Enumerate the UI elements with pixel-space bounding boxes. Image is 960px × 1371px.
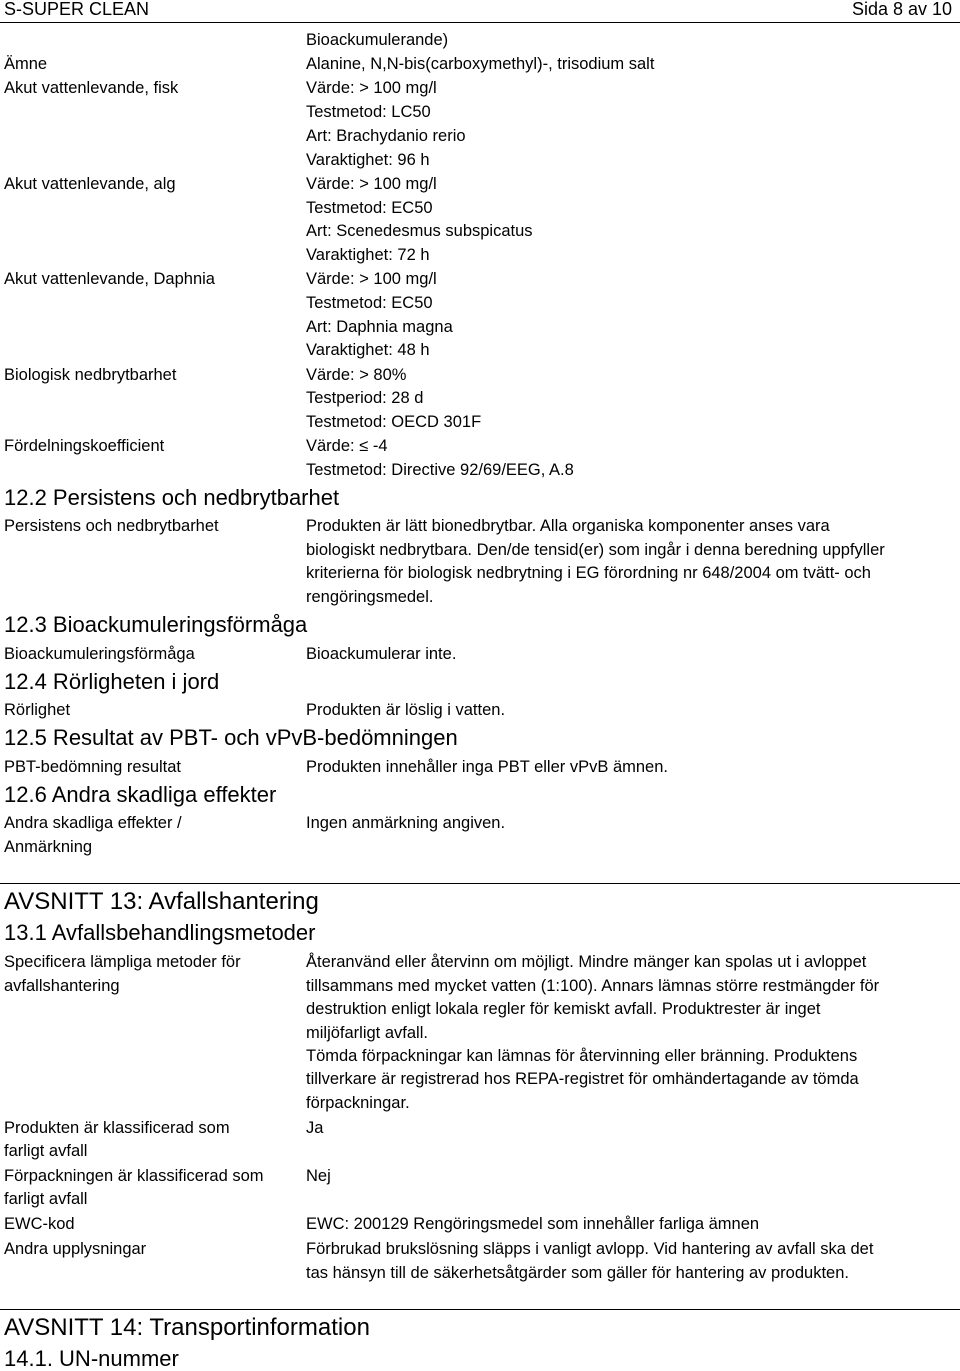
persistence-line-1: Produkten är lätt bionedbrytbar. Alla organiska komponenter anses vara — [306, 517, 830, 535]
section-14-title: AVSNITT 14: Transportinformation — [4, 1314, 370, 1341]
mobility-value: Produkten är löslig i vatten. — [306, 701, 506, 719]
package-hazard-label-1: Förpackningen är klassificerad som — [4, 1167, 264, 1185]
package-hazard-label-2: farligt avfall — [4, 1190, 88, 1208]
substance-label: Ämne — [4, 55, 48, 73]
biodeg-method: Testmetod: OECD 301F — [306, 413, 482, 431]
pbt-label: PBT-bedömning resultat — [4, 758, 182, 776]
fish-duration: Varaktighet: 96 h — [306, 151, 430, 169]
fish-species: Art: Brachydanio rerio — [306, 127, 466, 145]
persistence-line-3: kriterierna för biologisk nedbrytning i EG förordning nr 648/2004 om tvätt- och — [306, 564, 871, 582]
page-number: Sida 8 av 10 — [852, 0, 953, 19]
package-hazard-value: Nej — [306, 1167, 331, 1185]
substance-value: Alanine, N,N-bis(carboxymethyl)-, trisodium salt — [306, 55, 655, 73]
product-hazard-label-2: farligt avfall — [4, 1142, 88, 1160]
partition-label: Fördelningskoefficient — [4, 437, 165, 455]
pbt-value: Produkten innehåller inga PBT eller vPvB ämnen. — [306, 758, 668, 776]
alg-value: Värde: > 100 mg/l — [306, 175, 437, 193]
bioacc-label: Bioackumuleringsförmåga — [4, 645, 195, 663]
method-line-3: destruktion enligt lokala regler för kemiskt avfall. Produktrester är inget — [306, 1000, 821, 1018]
daphnia-method: Testmetod: EC50 — [306, 294, 433, 312]
product-hazard-value: Ja — [306, 1119, 324, 1137]
other-effects-label-2: Anmärkning — [4, 838, 93, 856]
product-hazard-label-1: Produkten är klassificerad som — [4, 1119, 230, 1137]
method-label-1: Specificera lämpliga metoder för — [4, 953, 241, 971]
other-effects-value: Ingen anmärkning angiven. — [306, 814, 506, 832]
fish-value: Värde: > 100 mg/l — [306, 79, 437, 97]
alg-label: Akut vattenlevande, alg — [4, 175, 176, 193]
method-label-2: avfallshantering — [4, 977, 120, 995]
alg-duration: Varaktighet: 72 h — [306, 246, 430, 264]
method-line-4: miljöfarligt avfall. — [306, 1024, 428, 1042]
heading-12-5: 12.5 Resultat av PBT- och vPvB-bedömningen — [4, 725, 458, 750]
persistence-label: Persistens och nedbrytbarhet — [4, 517, 219, 535]
alg-species: Art: Scenedesmus subspicatus — [306, 222, 533, 240]
bioaccumulative-cont: Bioackumulerande) — [306, 31, 449, 49]
method-line-5: Tömda förpackningar kan lämnas för återvinning eller bränning. Produktens — [306, 1047, 858, 1065]
heading-12-6: 12.6 Andra skadliga effekter — [4, 782, 277, 807]
bioacc-value: Bioackumulerar inte. — [306, 645, 457, 663]
heading-13-1: 13.1 Avfallsbehandlingsmetoder — [4, 920, 316, 945]
heading-12-3: 12.3 Bioackumuleringsförmåga — [4, 612, 308, 637]
persistence-line-2: biologiskt nedbrytbara. Den/de tensid(er) som ingår i denna beredning uppfyller — [306, 541, 885, 559]
partition-value: Värde: ≤ -4 — [306, 437, 388, 455]
other-effects-label-1: Andra skadliga effekter / — [4, 814, 182, 832]
ewc-label: EWC-kod — [4, 1215, 75, 1233]
document-title: S-SUPER CLEAN — [4, 0, 150, 19]
header-rule — [0, 22, 960, 23]
heading-14-1: 14.1. UN-nummer — [4, 1346, 179, 1371]
section-13-banner — [0, 883, 960, 918]
mobility-label: Rörlighet — [4, 701, 71, 719]
section-13-title: AVSNITT 13: Avfallshantering — [4, 888, 319, 915]
daphnia-value: Värde: > 100 mg/l — [306, 270, 437, 288]
partition-method: Testmetod: Directive 92/69/EEG, A.8 — [306, 461, 574, 479]
method-line-7: förpackningar. — [306, 1094, 410, 1112]
other-info-line-2: tas hänsyn till de säkerhetsåtgärder som gäller för hantering av produkten. — [306, 1264, 849, 1282]
alg-method: Testmetod: EC50 — [306, 199, 433, 217]
section-14-banner — [0, 1309, 960, 1344]
biodeg-period: Testperiod: 28 d — [306, 389, 424, 407]
other-info-label: Andra upplysningar — [4, 1240, 147, 1258]
daphnia-species: Art: Daphnia magna — [306, 318, 453, 336]
fish-label: Akut vattenlevande, fisk — [4, 79, 179, 97]
method-line-2: tillsammans med mycket vatten (1:100). Annars lämnas större restmängder för — [306, 977, 880, 995]
method-line-6: tillverkare är registrerad hos REPA-registret för omhändertagande av tömda — [306, 1070, 859, 1088]
ewc-value: EWC: 200129 Rengöringsmedel som innehåller farliga ämnen — [306, 1215, 760, 1233]
heading-12-4: 12.4 Rörligheten i jord — [4, 669, 220, 694]
other-info-line-1: Förbrukad brukslösning släpps i vanligt avlopp. Vid hantering av avfall ska det — [306, 1240, 874, 1258]
daphnia-label: Akut vattenlevande, Daphnia — [4, 270, 215, 288]
method-line-1: Återanvänd eller återvinn om möjligt. Mindre mänger kan spolas ut i avloppet — [306, 953, 867, 971]
fish-method: Testmetod: LC50 — [306, 103, 431, 121]
daphnia-duration: Varaktighet: 48 h — [306, 341, 430, 359]
heading-12-2: 12.2 Persistens och nedbrytbarhet — [4, 485, 340, 510]
biodeg-value: Värde: > 80% — [306, 366, 407, 384]
persistence-line-4: rengöringsmedel. — [306, 588, 434, 606]
biodeg-label: Biologisk nedbrytbarhet — [4, 366, 177, 384]
